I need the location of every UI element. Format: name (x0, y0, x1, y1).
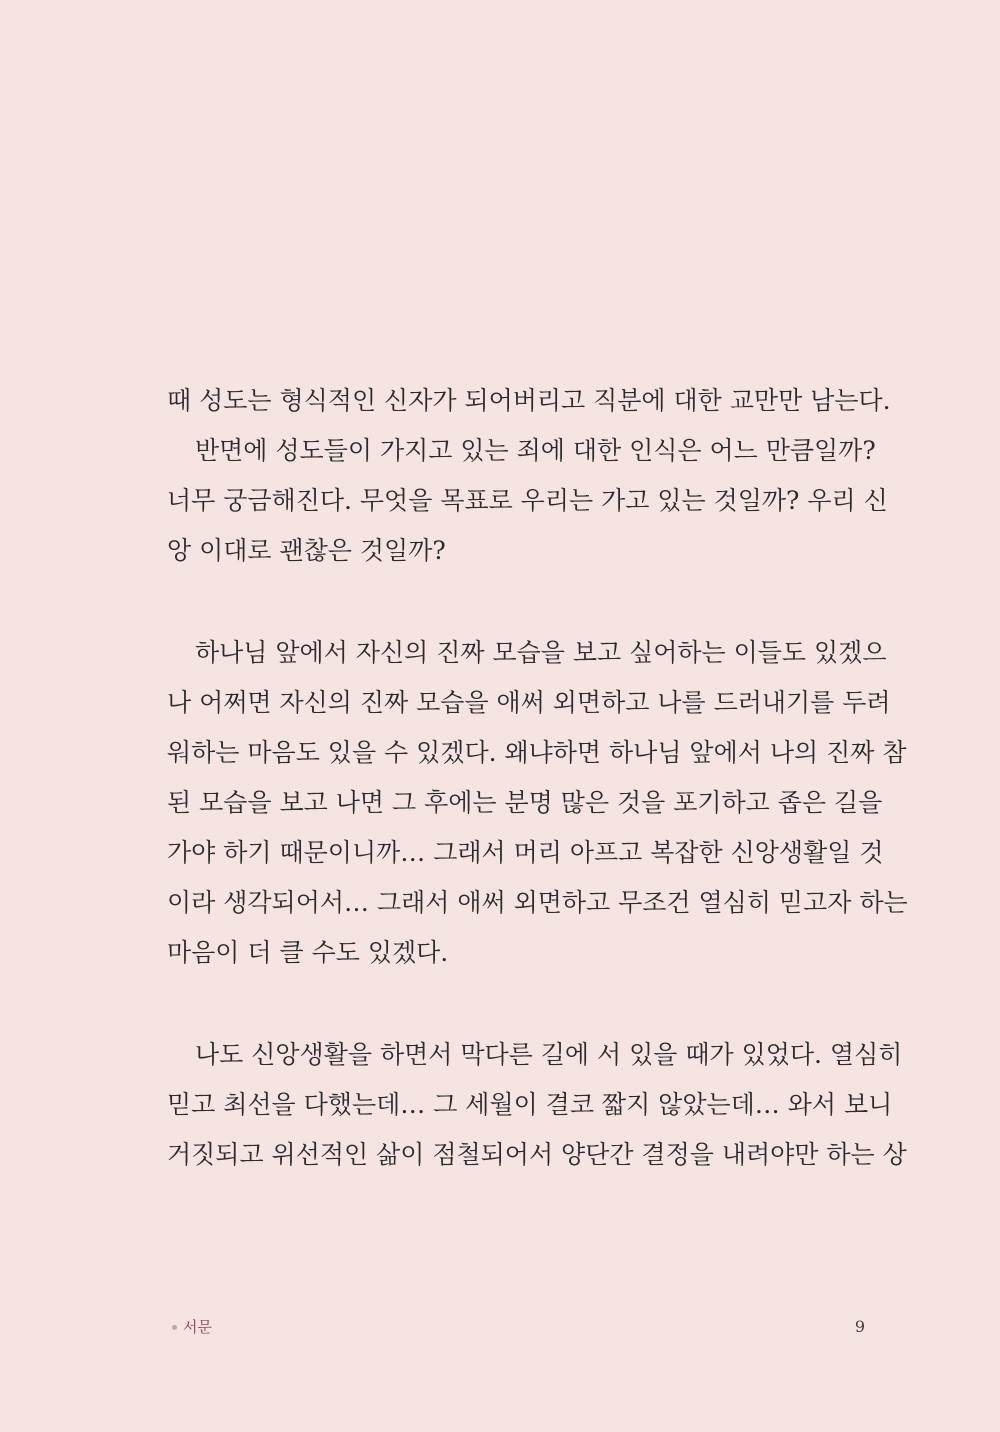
text-line: 너무 궁금해진다. 무엇을 목표로 우리는 가고 있는 것일까? 우리 신 (167, 486, 888, 515)
text-line: 하나님 앞에서 자신의 진짜 모습을 보고 싶어하는 이들도 있겠으 (195, 638, 887, 667)
text-line: 때 성도는 형식적인 신자가 되어버리고 직분에 대한 교만만 남는다. (167, 386, 891, 415)
text-line: 마음이 더 클 수도 있겠다. (167, 938, 449, 967)
text-line: 이라 생각되어서… 그래서 애써 외면하고 무조건 열심히 믿고자 하는 (167, 888, 908, 917)
text-line: 된 모습을 보고 나면 그 후에는 분명 많은 것을 포기하고 좁은 길을 (167, 788, 883, 817)
text-line: 나 어쩌면 자신의 진짜 모습을 애써 외면하고 나를 드러내기를 두려 (167, 688, 891, 717)
section-label (172, 1316, 212, 1338)
bullet-icon (172, 1325, 177, 1330)
text-line: 거짓되고 위선적인 삶이 점철되어서 양단간 결정을 내려야만 하는 상 (167, 1140, 907, 1169)
text-line: 반면에 성도들이 가지고 있는 죄에 대한 인식은 어느 만큼일까? (195, 436, 876, 465)
text-line: 믿고 최선을 다했는데… 그 세월이 결코 짧지 않았는데… 와서 보니 (167, 1090, 893, 1119)
text-line: 워하는 마음도 있을 수 있겠다. 왜냐하면 하나님 앞에서 나의 진짜 참 (167, 738, 907, 767)
text-line: 가야 하기 때문이니까… 그래서 머리 아프고 복잡한 신앙생활일 것 (167, 838, 884, 867)
text-line: 앙 이대로 괜찮은 것일까? (167, 536, 446, 565)
section-label-text: 서문 (183, 1318, 212, 1336)
text-line: 나도 신앙생활을 하면서 막다른 길에 서 있을 때가 있었다. 열심히 (195, 1040, 903, 1069)
page-number: 9 (854, 1317, 865, 1336)
